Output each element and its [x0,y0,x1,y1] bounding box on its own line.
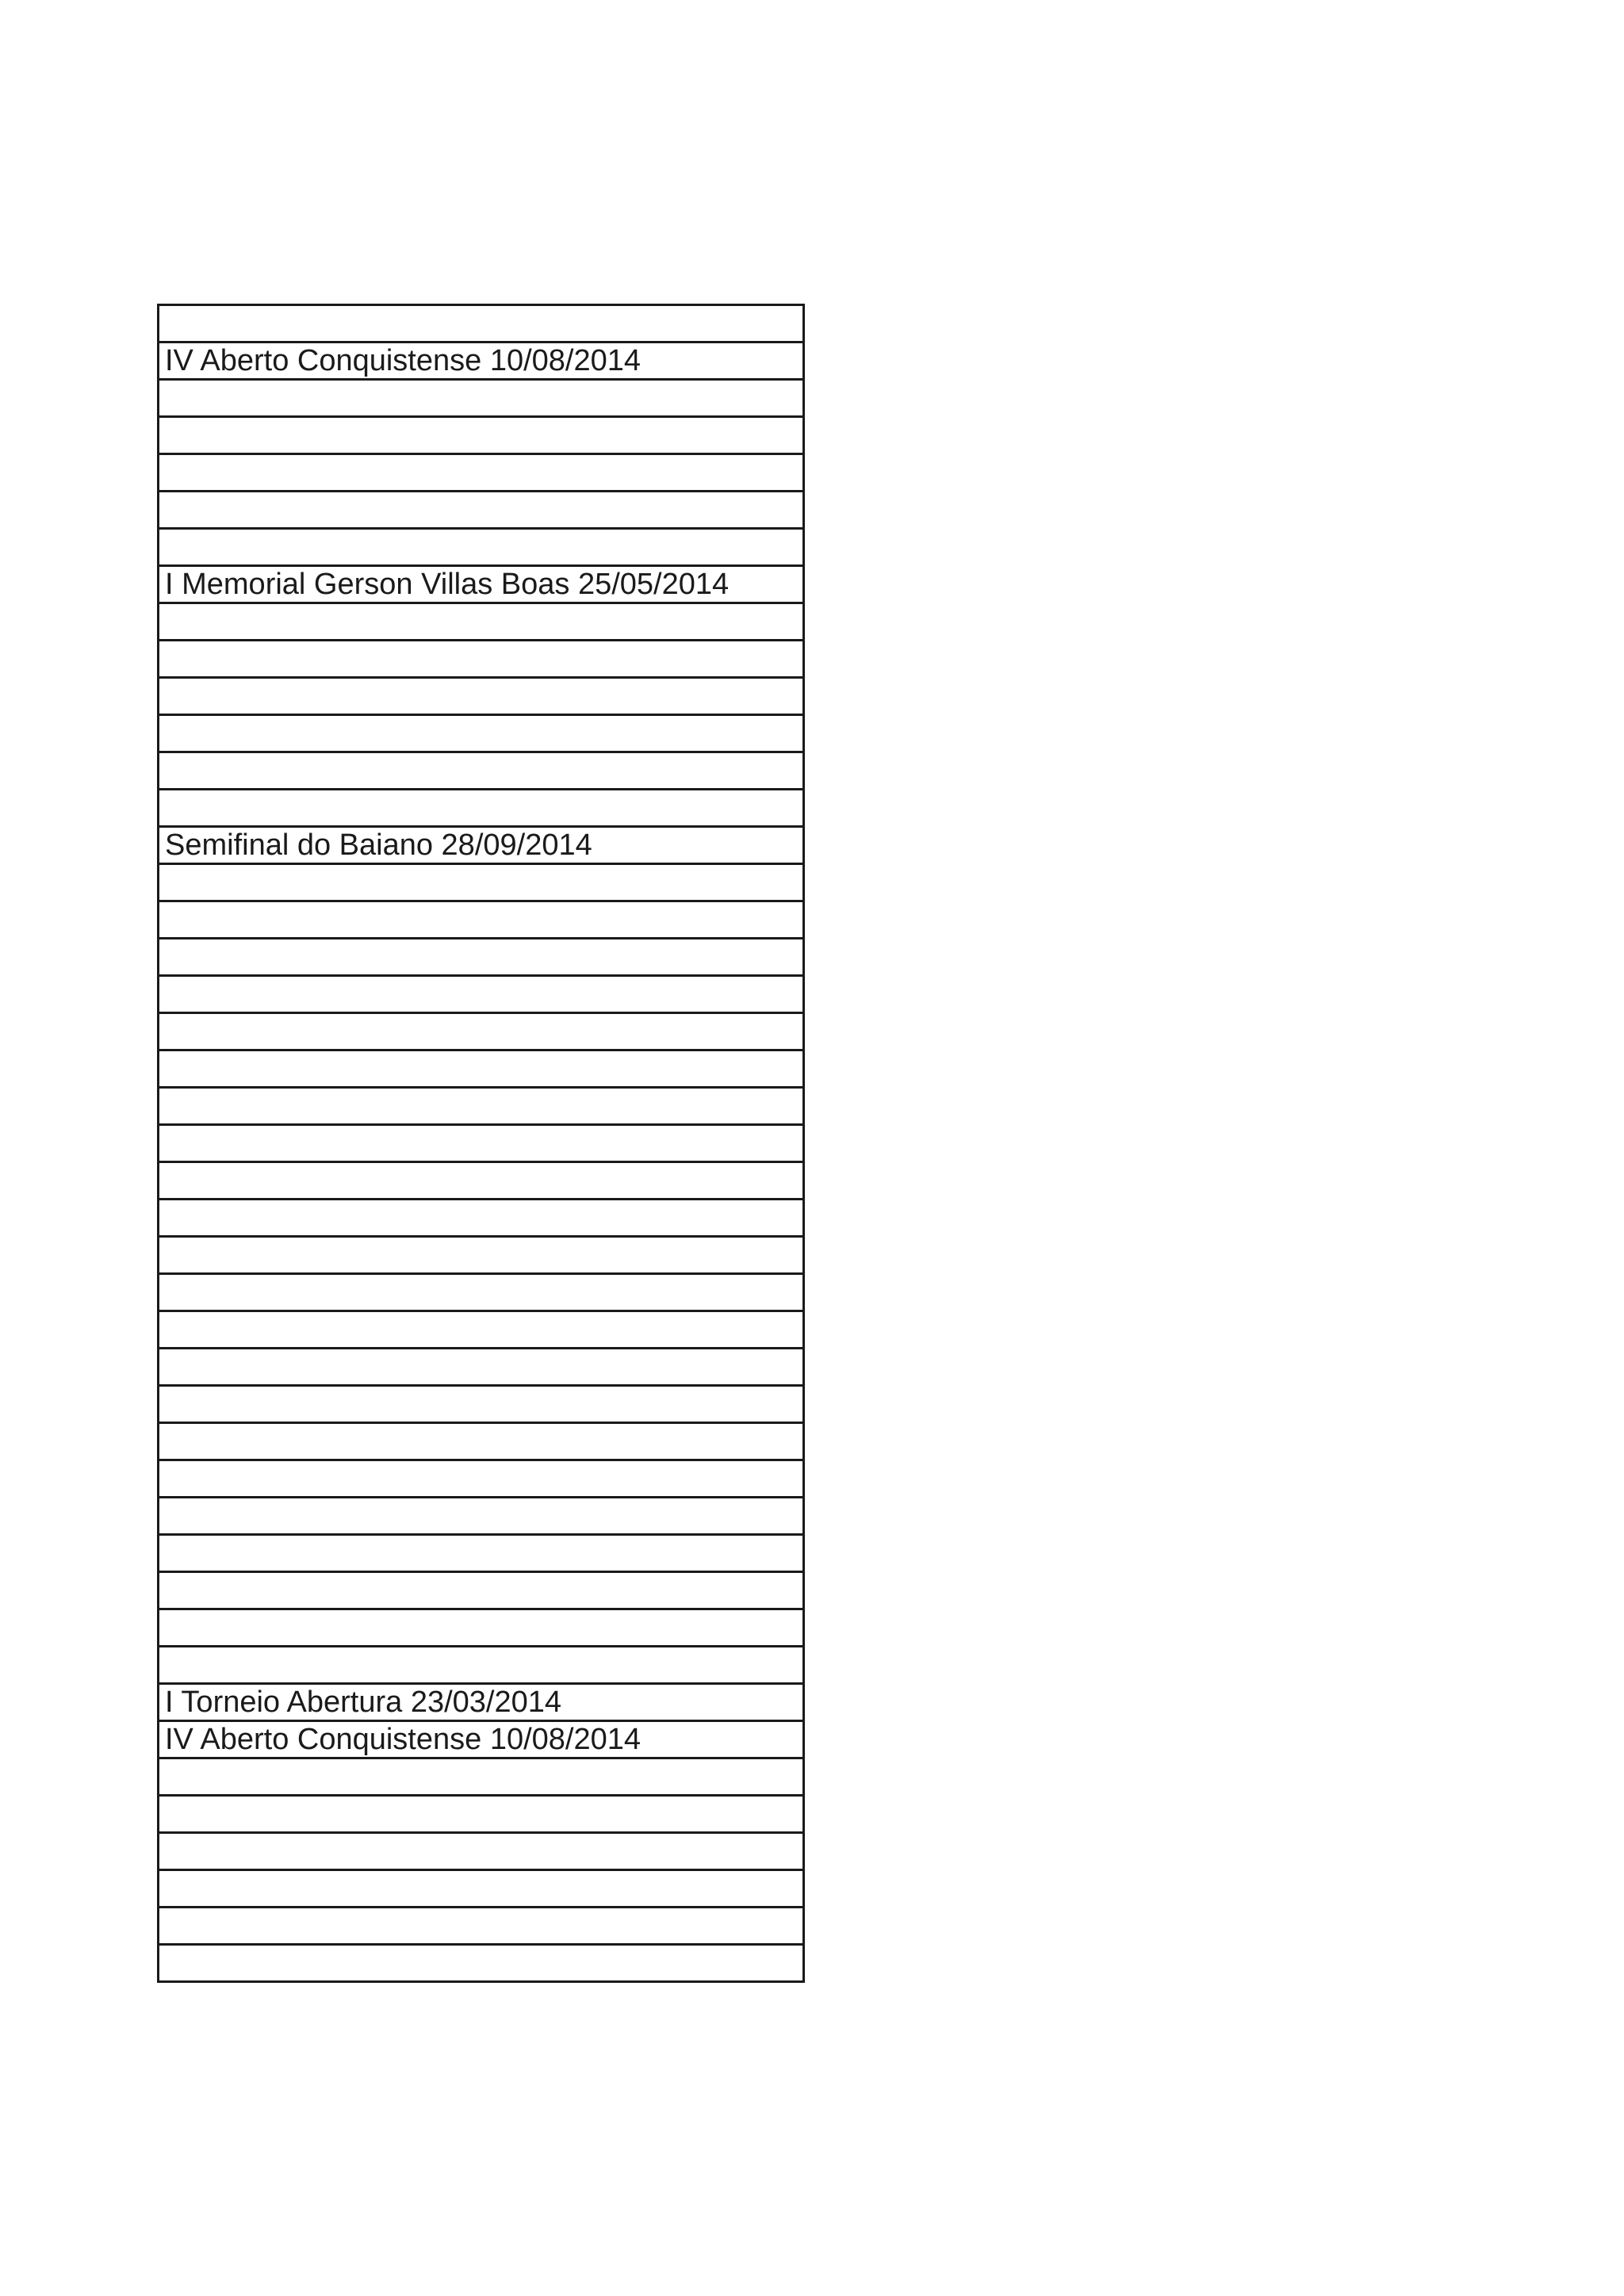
table-cell [159,1460,804,1498]
table-row [159,1423,804,1460]
table-cell [159,1870,804,1908]
table-cell [159,1609,804,1647]
table-row [159,1125,804,1162]
table-row [159,1535,804,1572]
table-cell [159,1572,804,1609]
table-cell [159,678,804,715]
table-cell [159,1125,804,1162]
table-row [159,1721,804,1758]
table-cell [159,454,804,492]
table-row [159,1200,804,1237]
table-cell [159,305,804,342]
table-row [159,678,804,715]
table-row [159,864,804,901]
table-cell: IV Aberto Conquistense 10/08/2014 [159,342,804,380]
table-row [159,827,804,864]
table-row [159,752,804,790]
table-row [159,1311,804,1349]
table-cell: Semifinal do Baiano 28/09/2014 [159,827,804,864]
table-cell [159,1833,804,1870]
table-row [159,976,804,1013]
table-cell [159,603,804,641]
table-cell [159,1758,804,1796]
table-cell [159,1200,804,1237]
table-cell [159,864,804,901]
table-row [159,454,804,492]
table-cell: I Memorial Gerson Villas Boas 25/05/2014 [159,566,804,603]
table-row [159,1758,804,1796]
table-cell [159,752,804,790]
table-cell [159,1311,804,1349]
table-row [159,1088,804,1125]
table-row [159,1572,804,1609]
table-cell [159,1796,804,1833]
table-row [159,715,804,752]
table-row [159,380,804,417]
table-row [159,1498,804,1535]
table-cell [159,976,804,1013]
table-row [159,1684,804,1721]
table-row [159,1274,804,1311]
table-cell [159,1647,804,1684]
table-row [159,1237,804,1274]
table-row [159,342,804,380]
table-row [159,1833,804,1870]
table-cell [159,1535,804,1572]
table-cell [159,529,804,566]
table-cell [159,1162,804,1200]
table-cell [159,939,804,976]
table-cell: IV Aberto Conquistense 10/08/2014 [159,1721,804,1758]
table-row [159,1050,804,1088]
table-cell [159,1088,804,1125]
table-cell [159,1274,804,1311]
table-row [159,1647,804,1684]
table-row [159,529,804,566]
table-row [159,1945,804,1982]
table-row [159,641,804,678]
table-cell [159,641,804,678]
table-row [159,939,804,976]
table-cell [159,1498,804,1535]
table-row [159,305,804,342]
table-cell [159,1945,804,1982]
table-cell [159,1237,804,1274]
table-row [159,1870,804,1908]
table-cell [159,1013,804,1050]
table-row [159,1908,804,1945]
table-cell [159,1050,804,1088]
table-row [159,1162,804,1200]
table-row [159,1609,804,1647]
table-row [159,566,804,603]
table-row [159,1460,804,1498]
table-row [159,492,804,529]
table-cell [159,1908,804,1945]
table-cell [159,417,804,454]
table-row [159,901,804,939]
table-cell [159,790,804,827]
table-row [159,417,804,454]
table-row [159,790,804,827]
table-cell [159,715,804,752]
table-row [159,1349,804,1386]
table-cell [159,1386,804,1423]
table-cell [159,1423,804,1460]
table-row [159,603,804,641]
table-cell [159,1349,804,1386]
table-body [159,305,804,1982]
table-cell: I Torneio Abertura 23/03/2014 [159,1684,804,1721]
table-row [159,1386,804,1423]
table-cell [159,492,804,529]
spreadsheet-table [157,304,805,1983]
table-row [159,1013,804,1050]
table-cell [159,380,804,417]
table-cell [159,901,804,939]
table-row [159,1796,804,1833]
